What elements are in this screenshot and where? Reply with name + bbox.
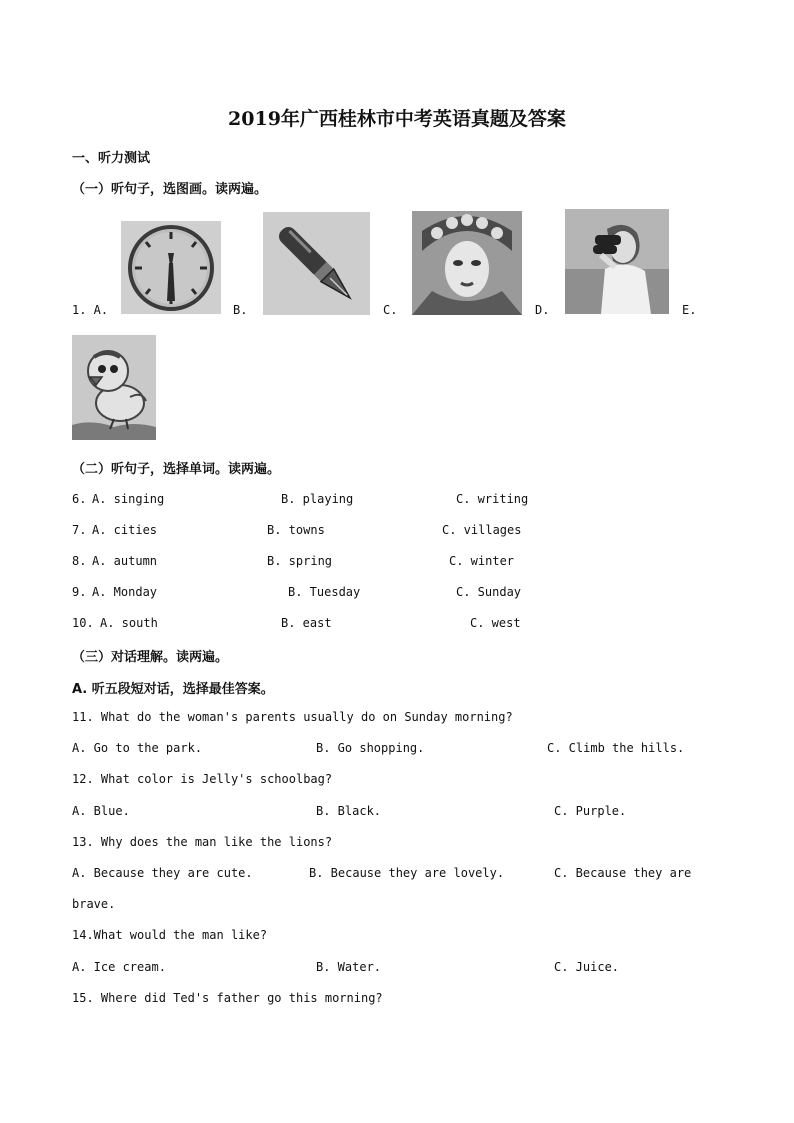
- part2-heading: （二）听句子，选择单词。读两遍。: [72, 462, 281, 477]
- q6-option-c: C. writing: [456, 492, 529, 506]
- q10-option-a: A. south: [100, 616, 158, 630]
- q12-question: 12. What color is Jelly's schoolbag?: [72, 772, 333, 786]
- q13-option-a: A. Because they are cute.: [72, 866, 253, 880]
- option-d-label: D.: [535, 303, 550, 317]
- q13-question: 13. Why does the man like the lions?: [72, 835, 333, 849]
- binoculars-girl-icon: [565, 209, 669, 314]
- q9-number: 9.: [72, 585, 87, 599]
- q14-option-b: B. Water.: [316, 960, 382, 974]
- q12-option-c: C. Purple.: [554, 804, 627, 818]
- q13-option-c-continued: brave.: [72, 897, 116, 911]
- opera-face-icon: [412, 211, 522, 315]
- q12-option-a: A. Blue.: [72, 804, 130, 818]
- q14-option-a: A. Ice cream.: [72, 960, 166, 974]
- q14-option-c: C. Juice.: [554, 960, 620, 974]
- q7-option-a: A. cities: [92, 523, 158, 537]
- option-e-label: E.: [682, 303, 697, 317]
- q9-option-a: A. Monday: [92, 585, 158, 599]
- part3-subheading: A. 听五段短对话，选择最佳答案。: [72, 682, 274, 697]
- q6-option-b: B. playing: [281, 492, 354, 506]
- q7-option-b: B. towns: [267, 523, 325, 537]
- q13-option-c: C. Because they are: [554, 866, 692, 880]
- clock-icon: [121, 221, 221, 314]
- option-c-label: C.: [383, 303, 398, 317]
- q15-question: 15. Where did Ted's father go this morning?: [72, 991, 383, 1005]
- q13-option-b: B. Because they are lovely.: [309, 866, 505, 880]
- q8-number: 8.: [72, 554, 87, 568]
- question-1-label: 1. A.: [72, 303, 109, 317]
- q12-option-b: B. Black.: [316, 804, 382, 818]
- section-heading-listening: 一、听力测试: [72, 151, 151, 166]
- q10-number: 10.: [72, 616, 94, 630]
- page-title: 2019年广西桂林市中考英语真题及答案: [228, 108, 566, 130]
- part3-heading: （三）对话理解。读两遍。: [72, 650, 229, 665]
- q11-option-b: B. Go shopping.: [316, 741, 425, 755]
- q14-question: 14.What would the man like?: [72, 928, 268, 942]
- option-b-label: B.: [233, 303, 248, 317]
- q8-option-a: A. autumn: [92, 554, 158, 568]
- q7-option-c: C. villages: [442, 523, 522, 537]
- q9-option-c: C. Sunday: [456, 585, 522, 599]
- q9-option-b: B. Tuesday: [288, 585, 361, 599]
- q11-option-c: C. Climb the hills.: [547, 741, 685, 755]
- chick-icon: [72, 335, 156, 440]
- q10-option-b: B. east: [281, 616, 332, 630]
- q6-option-a: A. singing: [92, 492, 165, 506]
- q11-option-a: A. Go to the park.: [72, 741, 203, 755]
- q6-number: 6.: [72, 492, 87, 506]
- fountain-pen-icon: [263, 212, 370, 315]
- q11-question: 11. What do the woman's parents usually do on Sunday morning?: [72, 710, 513, 724]
- q10-option-c: C. west: [470, 616, 521, 630]
- q7-number: 7.: [72, 523, 87, 537]
- part1-heading: （一）听句子，选图画。读两遍。: [72, 182, 268, 197]
- q8-option-b: B. spring: [267, 554, 333, 568]
- q8-option-c: C. winter: [449, 554, 515, 568]
